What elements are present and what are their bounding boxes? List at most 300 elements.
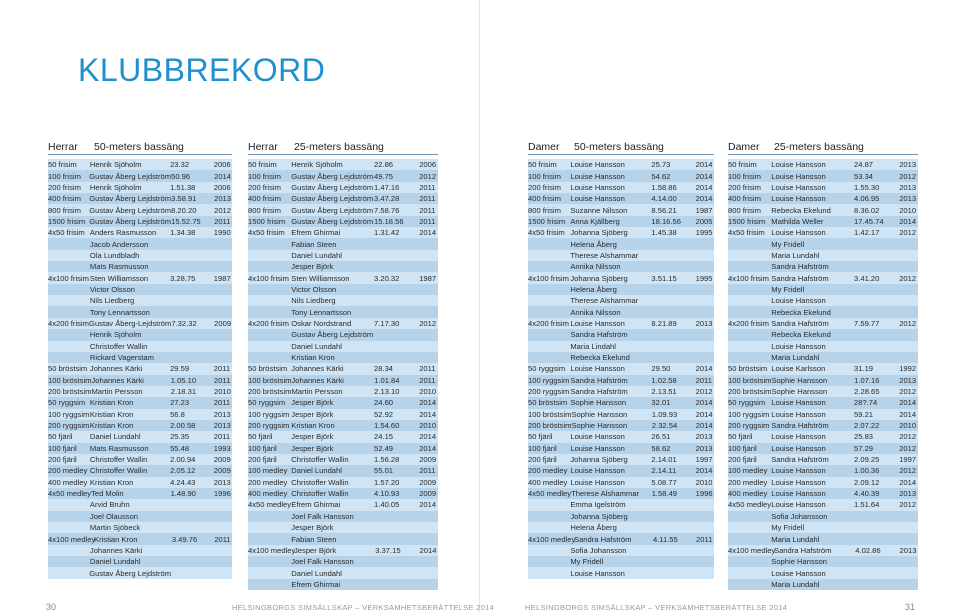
time-cell: 1.58.49: [651, 489, 678, 499]
table-row: [48, 261, 232, 272]
table-row: [48, 431, 232, 442]
table-row: [528, 420, 714, 431]
footer-right: HELSINGBORGS SIMSÄLLSKAP – VERKSAMHETSBERÄTTELSE 2014: [525, 603, 788, 612]
time-cell: 15.52.75: [171, 216, 201, 226]
time-cell: 24.87: [854, 160, 874, 170]
swimmer-cell: Joel Olausson: [89, 511, 139, 521]
time-cell: 55.48: [170, 443, 190, 453]
swimmer-cell: Kristian Kron: [94, 534, 138, 544]
swimmer-cell: Annika Nilsson: [570, 262, 621, 272]
table-row: [48, 511, 232, 522]
swimmer-cell: Gustav Åberg Lejdström: [291, 171, 374, 181]
time-cell: 1.42.17: [854, 228, 880, 238]
time-cell: 7.58.76: [374, 205, 400, 215]
heading-gender: Herrar: [48, 141, 78, 153]
table-row: [248, 306, 438, 317]
time-cell: 3.28.75: [170, 273, 196, 283]
table-row: [48, 465, 232, 476]
swimmer-cell: Jesper Björk: [291, 409, 334, 419]
swimmer-cell: Louise Hansson: [570, 364, 625, 374]
event-cell: 200 ryggsim: [528, 387, 570, 397]
time-cell: 4.24.43: [170, 477, 196, 487]
table-row: [728, 511, 918, 522]
table-heading: [528, 140, 714, 155]
time-cell: 1.40.05: [374, 500, 400, 510]
swimmer-cell: Louise Hansson: [771, 194, 826, 204]
year-cell: 2009: [419, 455, 437, 465]
table-row: [248, 318, 438, 329]
time-cell: 25.73: [651, 160, 671, 170]
swimmer-cell: Victor Olsson: [291, 284, 337, 294]
year-cell: 2014: [419, 409, 437, 419]
swimmer-cell: Emma Igelström: [570, 500, 626, 510]
swimmer-cell: Sophie Hansson: [571, 421, 628, 431]
event-cell: 100 fjäril: [528, 443, 557, 453]
swimmer-cell: Sophie Hansson: [771, 387, 828, 397]
swimmer-cell: Louise Hansson: [570, 318, 625, 328]
page-number-left: 30: [46, 602, 57, 612]
year-cell: 2011: [214, 216, 231, 226]
table-row: [528, 375, 714, 386]
event-cell: 50 ryggsim: [728, 398, 766, 408]
table-row: [528, 465, 714, 476]
time-cell: 59.21: [854, 409, 874, 419]
year-cell: 2012: [899, 171, 917, 181]
time-cell: 8.56.21: [651, 205, 677, 215]
table-row: [728, 443, 918, 454]
time-cell: 4.02.86: [855, 545, 881, 555]
swimmer-cell: Sandra Hafström: [570, 387, 628, 397]
time-cell: 3.51.15: [651, 273, 677, 283]
year-cell: 2009: [214, 318, 232, 328]
year-cell: 1990: [213, 228, 231, 238]
year-cell: 2012: [899, 443, 917, 453]
table-row: [528, 511, 714, 522]
year-cell: 2014: [899, 398, 917, 408]
table-row: [528, 533, 714, 544]
swimmer-cell: Henrik Sjöholm: [89, 160, 142, 170]
table-row: [528, 363, 714, 374]
table-row: [728, 182, 918, 193]
event-cell: 200 ryggsim: [728, 421, 770, 431]
year-cell: 2012: [695, 387, 713, 397]
swimmer-cell: My Fridell: [570, 557, 604, 567]
table-row: [728, 556, 918, 567]
swimmer-cell: Louise Karlsson: [771, 364, 826, 374]
year-cell: 2013: [695, 443, 713, 453]
table-row: [528, 170, 714, 181]
table-row: [48, 375, 232, 386]
table-row: [48, 193, 232, 204]
table-row: [728, 522, 918, 533]
table-row: [248, 250, 438, 261]
event-cell: 50 fjäril: [528, 432, 553, 442]
table-row: [728, 159, 918, 170]
swimmer-cell: Sandra Hafström: [574, 534, 632, 544]
time-cell: 3.41.20: [854, 273, 880, 283]
swimmer-cell: Oskar Nordstrand: [291, 318, 352, 328]
swimmer-cell: Therese Alshammar: [570, 250, 639, 260]
year-cell: 2014: [695, 182, 713, 192]
time-cell: 54.62: [651, 171, 671, 181]
time-cell: 2.09.12: [854, 477, 880, 487]
page-number-right: 31: [905, 602, 916, 612]
table-row: [248, 488, 438, 499]
time-cell: 3.37.15: [375, 545, 401, 555]
table-row: [248, 522, 438, 533]
time-cell: 8.36.02: [854, 205, 880, 215]
event-cell: 4x200 frisim: [248, 318, 289, 328]
event-cell: 200 medley: [528, 466, 568, 476]
time-cell: 50.96: [171, 171, 191, 181]
event-cell: 200 medley: [728, 477, 768, 487]
event-cell: 4x50 frisim: [728, 228, 765, 238]
table-row: [48, 329, 232, 340]
time-cell: 55.01: [374, 466, 394, 476]
year-cell: 2011: [213, 375, 231, 385]
table-row: [528, 272, 714, 283]
time-cell: 7.17.30: [374, 318, 400, 328]
time-cell: 52.49: [374, 443, 394, 453]
year-cell: 1996: [213, 489, 231, 499]
time-cell: 4.11.55: [652, 534, 678, 544]
swimmer-cell: Gustav Åberg Lejdström: [89, 568, 172, 578]
table-row: [528, 567, 714, 578]
table-row: [528, 409, 714, 420]
swimmer-cell: Suzanne Nilsson: [570, 205, 628, 215]
event-cell: 4x50 frisim: [248, 228, 285, 238]
table-row: [528, 454, 714, 465]
swimmer-cell: Johanna Sjöberg: [570, 511, 628, 521]
table-row: [528, 318, 714, 329]
year-cell: 2013: [213, 477, 231, 487]
swimmer-cell: Tony Lennartsson: [291, 307, 352, 317]
time-cell: 1.07.16: [854, 375, 880, 385]
event-cell: 200 medley: [48, 466, 88, 476]
swimmer-cell: Kristian Kron: [89, 421, 134, 431]
time-cell: 1.54.60: [374, 421, 400, 431]
table-row: [48, 488, 232, 499]
year-cell: 1987: [213, 273, 231, 283]
time-cell: 5.08.77: [651, 477, 677, 487]
swimmer-cell: Jesper Björk: [291, 398, 334, 408]
heading-pool: 25-meters bassäng: [294, 141, 384, 153]
time-cell: 25.35: [170, 432, 190, 442]
table-row: [248, 238, 438, 249]
year-cell: 2010: [419, 421, 437, 431]
event-cell: 400 medley: [528, 477, 568, 487]
year-cell: 2012: [899, 273, 917, 283]
swimmer-cell: Daniel Lundahl: [291, 466, 342, 476]
swimmer-cell: Sandra Hafström: [771, 455, 829, 465]
table-row: [728, 216, 918, 227]
swimmer-cell: Rebecka Ekelund: [771, 330, 831, 340]
swimmer-cell: Christoffer Wallin: [89, 341, 148, 351]
year-cell: 2006: [213, 182, 231, 192]
year-cell: 2010: [899, 205, 917, 215]
swimmer-cell: Daniel Lundahl: [89, 432, 141, 442]
event-cell: 100 frisim: [728, 171, 761, 181]
table-row: [528, 182, 714, 193]
table-body: [48, 159, 232, 579]
table-row: [248, 227, 438, 238]
swimmer-cell: Johanna Sjöberg: [570, 273, 628, 283]
year-cell: 1995: [695, 273, 713, 283]
event-cell: 4x100 frisim: [728, 273, 769, 283]
swimmer-cell: Rickard Vagerstam: [89, 353, 154, 363]
swimmer-cell: My Fridell: [771, 523, 805, 533]
swimmer-cell: Johannes Kärki: [291, 375, 344, 385]
table-row: [528, 295, 714, 306]
table-row: [728, 261, 918, 272]
table-row: [728, 284, 918, 295]
table-row: [528, 261, 714, 272]
event-cell: 50 frisim: [528, 160, 557, 170]
footer-left: HELSINGBORGS SIMSÄLLSKAP – VERKSAMHETSBERÄTTELSE 2014: [232, 603, 495, 612]
table-heading: [48, 140, 232, 155]
event-cell: 4x100 medley: [248, 545, 296, 555]
time-cell: 1.47.16: [374, 182, 400, 192]
event-cell: 400 frisim: [248, 194, 281, 204]
table-row: [248, 431, 438, 442]
swimmer-cell: Sandra Hafström: [771, 421, 829, 431]
swimmer-cell: Mats Rasmusson: [89, 443, 149, 453]
table-row: [48, 477, 232, 488]
year-cell: 1992: [899, 364, 917, 374]
time-cell: 1.05.10: [170, 375, 197, 385]
swimmer-cell: Gustav Åberg Lejdström: [291, 194, 374, 204]
table-row: [48, 272, 232, 283]
event-cell: 1500 frisim: [728, 216, 766, 226]
year-cell: 2013: [899, 375, 917, 385]
table-row: [728, 318, 918, 329]
time-cell: 7.32.32: [171, 318, 197, 328]
time-cell: 1.57.20: [374, 477, 400, 487]
year-cell: 2014: [899, 477, 917, 487]
swimmer-cell: Joel Falk Hansson: [291, 557, 354, 567]
time-cell: 1.01.84: [374, 375, 400, 385]
swimmer-cell: Louise Hansson: [570, 171, 625, 181]
event-cell: 50 frisim: [48, 160, 77, 170]
swimmer-cell: Louise Hansson: [771, 477, 826, 487]
swimmer-cell: Louise Hansson: [570, 466, 625, 476]
table-row: [48, 341, 232, 352]
event-cell: 200 fjäril: [728, 455, 757, 465]
table-row: [528, 443, 714, 454]
year-cell: 2013: [899, 160, 917, 170]
event-cell: 1500 frisim: [48, 216, 86, 226]
year-cell: 2012: [899, 228, 917, 238]
swimmer-cell: Johannes Kärki: [91, 375, 144, 385]
swimmer-cell: Daniel Lundahl: [291, 341, 342, 351]
swimmer-cell: Arvid Bruhn: [89, 500, 130, 510]
table-row: [528, 284, 714, 295]
year-cell: 1997: [695, 455, 713, 465]
year-cell: 2014: [695, 364, 713, 374]
swimmer-cell: Gustav Åberg Lejdström: [89, 205, 172, 215]
table-row: [528, 250, 714, 261]
table-row: [248, 341, 438, 352]
swimmer-cell: Efrem Ghirmai: [291, 579, 341, 589]
time-cell: 7.59.77: [854, 318, 880, 328]
time-cell: 3.58.91: [171, 194, 197, 204]
year-cell: 2014: [695, 398, 713, 408]
time-cell: 8.21.89: [651, 318, 677, 328]
swimmer-cell: Nils Liedberg: [291, 296, 336, 306]
event-cell: 4x50 medley: [728, 500, 772, 510]
year-cell: 2011: [419, 216, 436, 226]
swimmer-cell: My Fridell: [771, 284, 805, 294]
year-cell: 2013: [214, 194, 231, 204]
time-cell: 1.48.90: [170, 489, 196, 499]
table-row: [48, 216, 232, 227]
swimmer-cell: Efrem Ghirmai: [291, 228, 341, 238]
year-cell: 2010: [419, 387, 437, 397]
event-cell: 4x100 frisim: [528, 273, 569, 283]
year-cell: 2005: [695, 216, 713, 226]
year-cell: 2011: [213, 398, 231, 408]
swimmer-cell: Gustav Åberg Lejdström: [291, 216, 374, 226]
time-cell: 23.32: [170, 160, 190, 170]
swimmer-cell: Louise Hansson: [771, 398, 826, 408]
event-cell: 4x50 medley: [528, 489, 572, 499]
swimmer-cell: Sophie Hansson: [570, 398, 627, 408]
table-row: [528, 352, 714, 363]
event-cell: 100 medley: [728, 466, 768, 476]
table-row: [528, 397, 714, 408]
year-cell: 2009: [213, 455, 231, 465]
table-row: [728, 431, 918, 442]
swimmer-cell: Daniel Lundahl: [89, 557, 141, 567]
swimmer-cell: Sandra Hafström: [771, 318, 829, 328]
time-cell: 8.20.20: [171, 205, 197, 215]
table-row: [48, 363, 232, 374]
table-body: [528, 159, 714, 579]
swimmer-cell: Maria Lundahl: [771, 353, 820, 363]
time-cell: 56.8: [170, 409, 185, 419]
heading-pool: 50-meters bassäng: [574, 141, 664, 153]
year-cell: 2010: [695, 477, 713, 487]
swimmer-cell: Louise Hansson: [570, 477, 625, 487]
table-row: [528, 306, 714, 317]
table-row: [728, 567, 918, 578]
swimmer-cell: Christoffer Wallin: [291, 489, 349, 499]
table-row: [48, 567, 232, 578]
event-cell: 400 medley: [48, 477, 88, 487]
table-row: [248, 545, 438, 556]
table-row: [528, 477, 714, 488]
year-cell: 1987: [695, 205, 713, 215]
time-cell: 4.14.00: [651, 194, 677, 204]
time-cell: 53.34: [854, 171, 874, 181]
table-row: [728, 375, 918, 386]
swimmer-cell: Henrik Sjöholm: [89, 330, 142, 340]
table-row: [48, 443, 232, 454]
time-cell: 1.51.64: [854, 500, 880, 510]
year-cell: 2010: [899, 421, 917, 431]
swimmer-cell: Louise Hansson: [771, 171, 826, 181]
table-row: [528, 159, 714, 170]
event-cell: 1500 frisim: [528, 216, 566, 226]
swimmer-cell: Daniel Lundahl: [291, 568, 342, 578]
event-cell: 100 bröstsim: [728, 375, 772, 385]
time-cell: 15.18.56: [374, 216, 404, 226]
table-row: [728, 386, 918, 397]
heading-gender: Damer: [528, 141, 560, 153]
table-row: [248, 204, 438, 215]
swimmer-cell: Louise Hansson: [771, 500, 826, 510]
table-row: [528, 341, 714, 352]
swimmer-cell: Gustav Åberg Lejdström: [291, 205, 374, 215]
event-cell: 100 ryggsim: [528, 375, 570, 385]
swimmer-cell: Martin Persson: [91, 387, 143, 397]
year-cell: 2012: [419, 318, 437, 328]
time-cell: 3.20.32: [374, 273, 400, 283]
table-row: [728, 329, 918, 340]
heading-gender: Damer: [728, 141, 760, 153]
table-row: [248, 352, 438, 363]
table-row: [248, 182, 438, 193]
year-cell: 1993: [213, 443, 231, 453]
time-cell: 24.15: [374, 432, 394, 442]
swimmer-cell: Jesper Björk: [291, 443, 334, 453]
swimmer-cell: Rebecka Ekelund: [570, 353, 630, 363]
year-cell: 1995: [695, 228, 713, 238]
table-row: [728, 272, 918, 283]
time-cell: 2.13.51: [651, 387, 677, 397]
swimmer-cell: Martin Sjöbeck: [89, 523, 141, 533]
table-row: [248, 375, 438, 386]
event-cell: 200 frisim: [728, 182, 761, 192]
event-cell: 200 medley: [248, 477, 288, 487]
swimmer-cell: Nils Liedberg: [89, 296, 135, 306]
table-row: [48, 170, 232, 181]
table-row: [528, 545, 714, 556]
swimmer-cell: Anna Kjällberg: [570, 216, 620, 226]
event-cell: 100 fjäril: [48, 443, 77, 453]
table-row: [248, 284, 438, 295]
table-row: [528, 431, 714, 442]
event-cell: 100 bröstsim: [528, 409, 572, 419]
event-cell: 4x50 frisim: [528, 228, 565, 238]
time-cell: 4.10.93: [374, 489, 400, 499]
year-cell: 2014: [419, 228, 437, 238]
table-row: [248, 216, 438, 227]
event-cell: 4x100 medley: [528, 534, 576, 544]
table-row: [728, 397, 918, 408]
time-cell: 25.83: [854, 432, 874, 442]
time-cell: 1.00.36: [854, 466, 880, 476]
event-cell: 100 frisim: [48, 171, 81, 181]
table-row: [248, 193, 438, 204]
swimmer-cell: Louise Hansson: [771, 182, 826, 192]
swimmer-cell: Victor Olsson: [89, 284, 135, 294]
swimmer-cell: Louise Hansson: [771, 443, 826, 453]
table-row: [728, 533, 918, 544]
swimmer-cell: Ola Lundbladh: [89, 250, 140, 260]
year-cell: 2013: [695, 318, 713, 328]
event-cell: 50 frisim: [248, 160, 277, 170]
year-cell: 2014: [899, 409, 917, 419]
time-cell: 26.51: [651, 432, 671, 442]
swimmer-cell: Maria Lindahl: [570, 341, 616, 351]
year-cell: 2011: [213, 432, 231, 442]
table-row: [248, 295, 438, 306]
swimmer-cell: Annika Nilsson: [570, 307, 621, 317]
table-row: [248, 397, 438, 408]
swimmer-cell: Sten Williamsson: [89, 273, 149, 283]
table-heading: [728, 140, 918, 155]
